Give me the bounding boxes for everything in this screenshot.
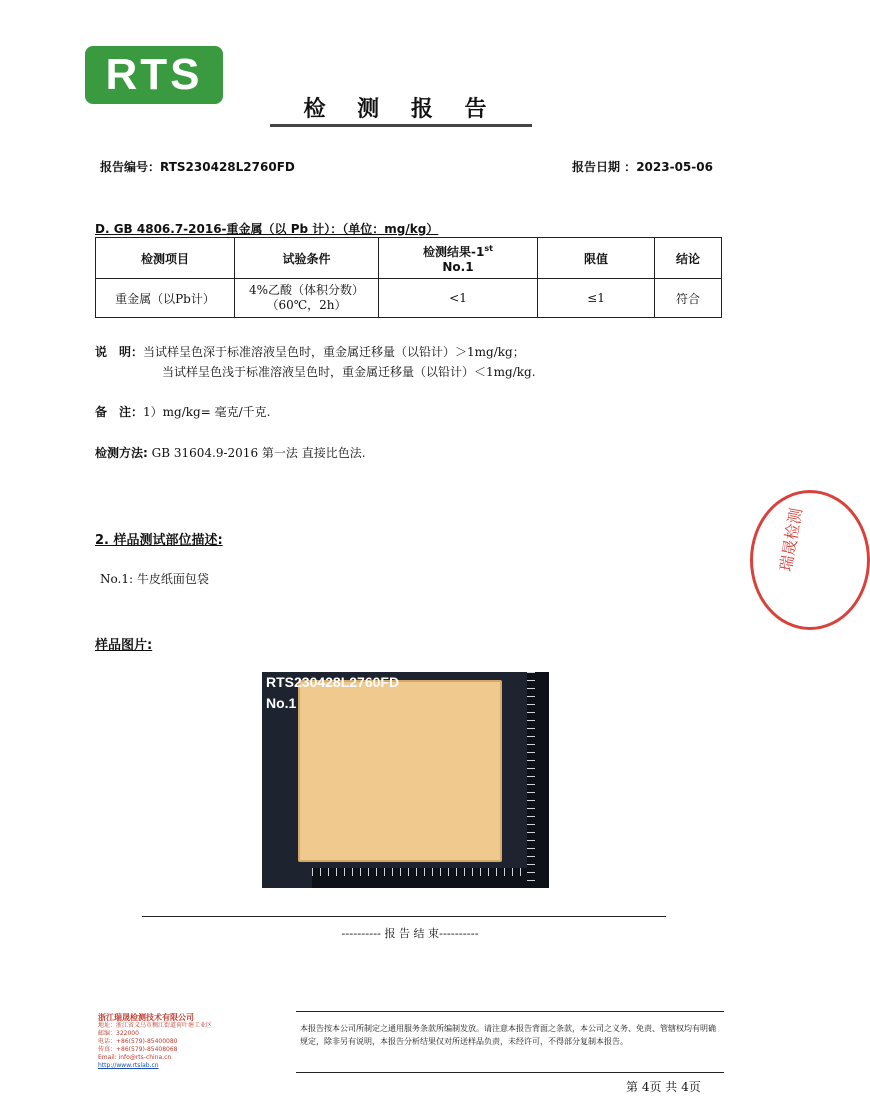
ruler-right <box>527 672 549 888</box>
header-limit: 限值 <box>538 238 655 279</box>
remark-block <box>95 402 270 422</box>
page-title: 检 测 报 告 <box>303 97 499 122</box>
section-2-title: 2. 样品测试部位描述: <box>95 533 223 548</box>
report-number <box>100 158 295 175</box>
rts-logo <box>85 46 223 104</box>
notes-block <box>95 342 536 382</box>
header-result <box>379 238 538 279</box>
footer-rule-top <box>296 1011 724 1012</box>
header-result-sup: st <box>484 243 493 253</box>
footer-disclaimer: 本报告按本公司所制定之通用服务条款所编制发放。请注意本报告背面之条款，本公司之义务、免责、管辖权均有明确规定，除非另有说明，本报告分析结果仅对所送样品负责，未经许可，不得部分复制本报告。 <box>300 1024 716 1046</box>
company-email: Email: info@rts-china.cn <box>98 1054 172 1061</box>
method-text: GB 31604.9-2016 第一法 直接比色法. <box>151 446 366 460</box>
title-underline <box>270 124 532 127</box>
section-d-title: D. GB 4806.7-2016-重金属（以 Pb 计）：（单位：mg/kg） <box>95 222 439 236</box>
method-block <box>95 443 366 463</box>
report-date-label: 报告日期 ： <box>572 160 637 174</box>
ruler-bottom <box>312 868 527 888</box>
cell-item: 重金属（以Pb计） <box>96 279 235 318</box>
sample-description: No.1: 牛皮纸面包袋 <box>100 572 209 586</box>
photo-label-sample: No.1 <box>266 695 297 711</box>
logo-text: RTS <box>105 50 203 99</box>
page-number: 第 4页 共 4页 <box>626 1080 701 1094</box>
photo-label-report: RTS230428L2760FD <box>266 674 400 690</box>
sample-photo <box>262 672 549 888</box>
report-number-value: RTS230428L2760FD <box>160 160 295 174</box>
notes-label: 说 明： <box>95 345 144 359</box>
cell-conclusion: 符合 <box>655 279 722 318</box>
cell-result: <1 <box>379 279 538 318</box>
footer-rule-bottom <box>296 1072 724 1073</box>
report-end: ---------- 报 告 结 束---------- <box>341 927 479 940</box>
company-name: 浙江瑞晟检测技术有限公司 <box>98 1013 194 1022</box>
company-website[interactable]: http://www.rtslab.cn <box>98 1062 159 1069</box>
header-condition: 试验条件 <box>235 238 379 279</box>
results-table <box>95 237 722 318</box>
header-item: 检测项目 <box>96 238 235 279</box>
kraft-bag-image <box>298 680 502 862</box>
report-number-label: 报告编号： <box>100 160 161 174</box>
company-info <box>98 1014 248 1070</box>
company-postcode: 邮编：322000 <box>98 1030 139 1037</box>
remark-label: 备 注： <box>95 405 144 419</box>
notes-line1: 当试样呈色深于标准溶液呈色时，重金属迁移量（以铅计）＞1mg/kg； <box>143 345 525 359</box>
remark-text: 1）mg/kg= 毫克/千克. <box>143 405 271 419</box>
table-row <box>96 279 722 318</box>
table-header-row <box>96 238 722 279</box>
method-label: 检测方法: <box>95 446 148 460</box>
cell-condition-line2: （60℃，2h） <box>266 298 347 312</box>
stamp-lettering: 瑞晟检测 <box>776 506 806 573</box>
company-address: 地址：浙江省义乌市稠江街道荷叶塘工业区 <box>98 1022 213 1029</box>
notes-line2: 当试样呈色浅于标准溶液呈色时，重金属迁移量（以铅计）＜1mg/kg. <box>162 365 536 379</box>
report-date <box>572 158 713 175</box>
cell-condition-line1: 4%乙酸（体积分数） <box>248 283 365 297</box>
photo-section-title: 样品图片: <box>95 638 153 653</box>
header-result-label: 检测结果-1 <box>423 244 485 259</box>
cell-limit: ≤1 <box>538 279 655 318</box>
stamp-ring <box>750 490 870 630</box>
company-fax: 传真：+86(579)-85408068 <box>98 1046 178 1053</box>
company-phone: 电话：+86(579)-85400080 <box>98 1038 178 1045</box>
end-rule <box>142 916 666 917</box>
header-conclusion: 结论 <box>655 238 722 279</box>
cell-condition <box>235 279 379 318</box>
official-stamp <box>748 488 806 634</box>
report-date-value: 2023-05-06 <box>636 160 713 174</box>
header-result-sample: No.1 <box>442 259 474 274</box>
